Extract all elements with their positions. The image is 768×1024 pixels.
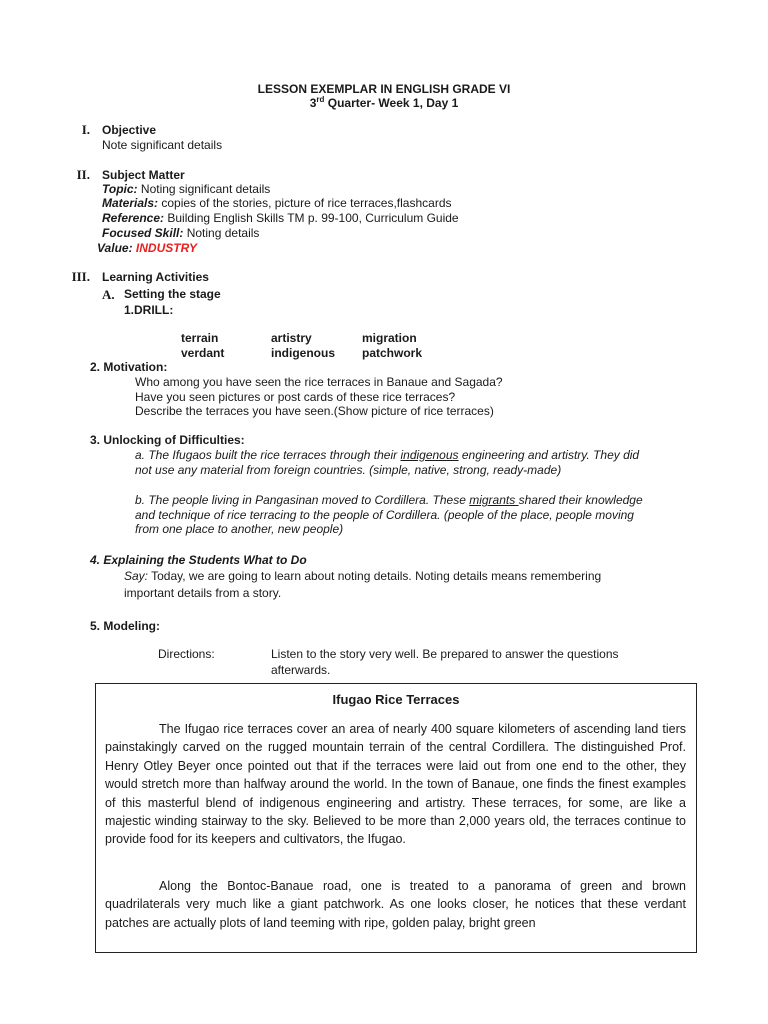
vocab-migrants: migrants — [469, 493, 519, 507]
story-title: Ifugao Rice Terraces — [332, 692, 460, 707]
topic-value: Noting significant details — [137, 182, 271, 196]
focused-skill-value: Noting details — [183, 226, 260, 240]
materials-value: copies of the stories, picture of rice terraces,flashcards — [158, 196, 452, 210]
document-subtitle — [0, 96, 768, 111]
value-line — [97, 241, 197, 256]
story-paragraph-1-text: The Ifugao rice terraces cover an area of nearly 400 square kilometers of ascending land tiers painstakingly carved on the rugged mountain terrain of the central Cordillera. The distinguished Prof. Henry Otley Beyer once pointed out that if the terraces were laid out from one end to the other, they would stretch more than halfway around the world. In the town of Banaue, one finds the finest examples of this masterful blend of indigenous engineering and artistry. These terraces, for some, are like a majestic winding stairway to the sky. Believed to be more than 2,000 years old, the terraces continue to provide food for its keepers and cultivators, the Ifugao. — [105, 722, 686, 847]
motivation-heading: 2. Motivation: — [90, 360, 168, 374]
sub-a-letter: A. — [102, 287, 115, 302]
drill-word: indigenous — [271, 346, 335, 360]
materials-line — [102, 196, 452, 211]
section-3-numeral: III. — [71, 269, 90, 284]
say-line-1 — [124, 569, 601, 584]
focused-skill-label: Focused Skill: — [102, 226, 184, 240]
value-industry: INDUSTRY — [135, 241, 198, 255]
drill-word: patchwork — [362, 346, 423, 360]
motivation-question: Who among you have seen the rice terraces in Banaue and Sagada? — [135, 375, 503, 389]
unlocking-item-b-line1 — [135, 493, 643, 508]
drill-word: migration — [362, 331, 417, 345]
subject-matter-heading: Subject Matter — [102, 168, 185, 182]
directions-label: Directions: — [158, 647, 215, 661]
focused-skill-line — [102, 226, 259, 241]
story-paragraph-1 — [105, 720, 686, 849]
motivation-question: Have you seen pictures or post cards of these rice terraces? — [135, 390, 456, 404]
topic-line — [102, 182, 270, 197]
section-2-numeral: II. — [76, 167, 90, 182]
unlocking-b-pre: b. The people living in Pangasinan moved to Cordillera. These — [135, 493, 470, 507]
unlocking-item-b-line3: from one place to another, new people) — [135, 522, 344, 536]
story-box — [95, 683, 697, 953]
objective-heading: Objective — [102, 123, 157, 137]
story-paragraph-2-text: Along the Bontoc-Banaue road, one is treated to a panorama of green and brown quadrilaterals very much like a giant patchwork. As one looks closer, he notices that these verdant patches are actually plots of land teeming with ripe, golden palay, bright green — [105, 879, 686, 930]
quarter-week-day: Quarter- Week 1, Day 1 — [324, 96, 459, 110]
section-1-numeral: I. — [81, 122, 90, 137]
directions-text-2: afterwards. — [271, 663, 331, 677]
say-text: Today, we are going to learn about noting details. Noting details means remembering — [148, 569, 602, 583]
unlocking-item-a-line2: not use any material from foreign countries. (simple, native, strong, ready-made) — [135, 463, 562, 477]
quarter-ordinal: rd — [316, 95, 325, 104]
reference-label: Reference: — [102, 211, 165, 225]
unlocking-item-a-line1 — [135, 448, 639, 463]
drill-word: artistry — [271, 331, 312, 345]
quarter-number: 3 — [309, 96, 317, 110]
unlocking-a-post: engineering and artistry. They did — [458, 448, 640, 462]
modeling-heading: 5. Modeling: — [90, 619, 160, 633]
unlocking-a-pre: a. The Ifugaos built the rice terraces through their — [135, 448, 401, 462]
reference-value: Building English Skills TM p. 99-100, Curriculum Guide — [164, 211, 459, 225]
story-paragraph-2 — [105, 877, 686, 932]
unlocking-b-post: shared their knowledge — [518, 493, 643, 507]
document-title: LESSON EXEMPLAR IN ENGLISH GRADE VI — [257, 82, 511, 96]
topic-label: Topic: — [102, 182, 138, 196]
drill-word: terrain — [181, 331, 219, 345]
say-line-2: important details from a story. — [124, 586, 282, 600]
materials-label: Materials: — [102, 196, 159, 210]
objective-text: Note significant details — [102, 138, 223, 152]
value-label: Value: — [97, 241, 133, 255]
vocab-indigenous: indigenous — [400, 448, 459, 462]
explaining-heading: 4. Explaining the Students What to Do — [90, 553, 307, 567]
setting-the-stage-heading: Setting the stage — [124, 287, 221, 301]
learning-activities-heading: Learning Activities — [102, 270, 209, 284]
unlocking-heading: 3. Unlocking of Difficulties: — [90, 433, 245, 447]
drill-word: verdant — [181, 346, 225, 360]
motivation-question: Describe the terraces you have seen.(Show picture of rice terraces) — [135, 404, 494, 418]
say-label: Say: — [124, 569, 149, 583]
directions-text-1: Listen to the story very well. Be prepared to answer the questions — [271, 647, 619, 661]
drill-heading: 1.DRILL: — [124, 303, 174, 317]
reference-line — [102, 211, 459, 226]
unlocking-item-b-line2: and technique of rice terracing to the people of Cordillera. (people of the place, people moving — [135, 508, 634, 522]
